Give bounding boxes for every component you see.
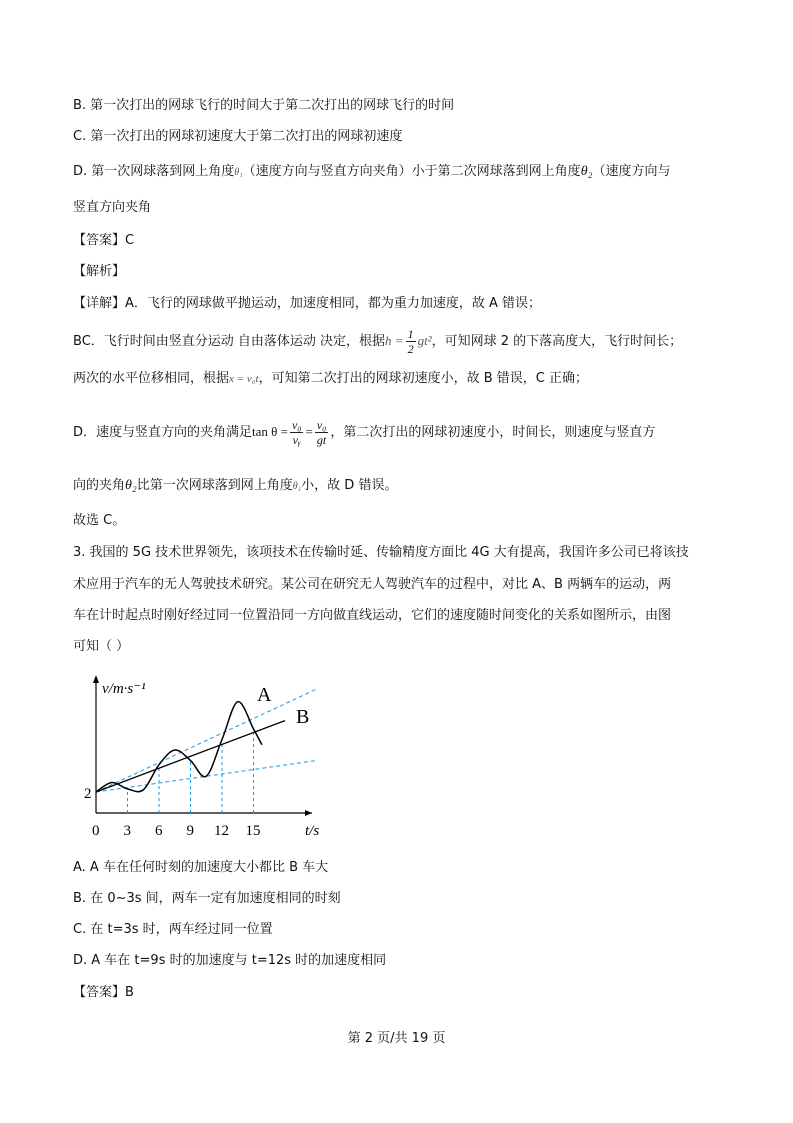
detail-line-3: 两次的水平位移相同，根据x = v₀t，可知第二次打出的网球初速度小，故 B 错误，C 正确； xyxy=(73,371,588,386)
x-axis-label: t/s xyxy=(305,823,320,839)
option-q3-d: D. A 车在 t=9s 时的加速度与 t=12s 时的加速度相同 xyxy=(73,953,387,968)
x-tick-6: 6 xyxy=(155,823,163,839)
q3-line-4: 可知（ ） xyxy=(73,639,130,654)
fraction-half: $\frac{1}{2}$ xyxy=(407,327,414,356)
formula-x: x = v₀t xyxy=(229,373,259,385)
detail-line-1: 【详解】A．飞行的网球做平抛运动，加速度相同，都为重力加速度，故 A 错误； xyxy=(73,296,542,311)
theta1-symbol: θ₁ xyxy=(234,167,243,178)
detail-line-4: D．速度与竖直方向的夹角满足tan θ = $\frac{\text{v₀}}{\text{vᵧ}}$ = $\frac{\text{v₀}}{gt}$ ，第二次打出的网球初速度小，时间长，则速度与竖直方 xyxy=(73,418,656,447)
page-footer: 第 2 页/共 19 页 xyxy=(347,1031,446,1046)
conclusion: 故选 C。 xyxy=(73,513,126,528)
x-tick-9: 9 xyxy=(186,823,194,839)
series-a-curve xyxy=(96,702,262,792)
x-tick-15: 15 xyxy=(245,823,261,839)
velocity-time-chart xyxy=(80,665,340,845)
series-a-label: A xyxy=(257,684,272,706)
option-q2-b: B. 第一次打出的网球飞行的时间大于第二次打出的网球飞行的时间 xyxy=(73,98,455,113)
option-q2-c: C. 第一次打出的网球初速度大于第二次打出的网球初速度 xyxy=(73,129,403,144)
answer-q3: 【答案】B xyxy=(73,985,134,1000)
analysis-label: 【解析】 xyxy=(73,264,126,279)
formula-h: h = xyxy=(385,333,404,348)
option-q3-b: B. 在 0~3s 间，两车一定有加速度相同的时刻 xyxy=(73,891,341,906)
option-q3-a: A. A 车在任何时刻的加速度大小都比 B 车大 xyxy=(73,860,329,875)
x-tick-12: 12 xyxy=(214,823,229,839)
detail-line-5: 向的夹角θ₂比第一次网球落到网上角度θ₁小，故 D 错误。 xyxy=(73,478,398,493)
detail-line-2: BC．飞行时间由竖直分运动 自由落体运动 决定，根据h = $\frac{1}{2}$ gt²，可知网球 2 的下落高度大，飞行时间长； xyxy=(73,327,683,356)
option-q2-d: D. 第一次网球落到网上角度θ₁（速度方向与竖直方向夹角）小于第二次网球落到网上角度θ₂（速度方向与 xyxy=(73,164,671,179)
option-q2-d-continued: 竖直方向夹角 xyxy=(73,200,152,215)
answer-q2: 【答案】C xyxy=(73,233,135,248)
series-b-label: B xyxy=(296,706,310,728)
y-axis-label: v/m·s⁻¹ xyxy=(102,681,146,697)
y-tick-2: 2 xyxy=(84,786,92,802)
option-q3-c: C. 在 t=3s 时，两车经过同一位置 xyxy=(73,922,273,937)
fraction-v0-gt: $\frac{\text{v₀}}{gt}$ xyxy=(316,418,327,447)
fraction-v0-vy: $\frac{\text{v₀}}{\text{vᵧ}}$ xyxy=(291,418,302,447)
formula-tan: tan θ = xyxy=(252,424,288,439)
q3-line-3: 车在计时起点时刚好经过同一位置沿同一方向做直线运动，它们的速度随时间变化的关系如图所示，由图 xyxy=(73,608,672,623)
x-tick-0: 0 xyxy=(92,823,100,839)
x-tick-3: 3 xyxy=(123,823,131,839)
x-axis-arrow xyxy=(305,810,312,816)
q3-line-2: 术应用于汽车的无人驾驶技术研究。某公司在研究无人驾驶汽车的过程中，对比 A、B 两辆车的运动，两 xyxy=(73,577,672,592)
theta2-symbol: θ₂ xyxy=(580,164,593,179)
q3-line-1: 3. 我国的 5G 技术世界领先，该项技术在传输时延、传输精度方面比 4G 大有提高，我国许多公司已将该技 xyxy=(73,545,689,560)
y-axis-arrow xyxy=(93,675,99,683)
